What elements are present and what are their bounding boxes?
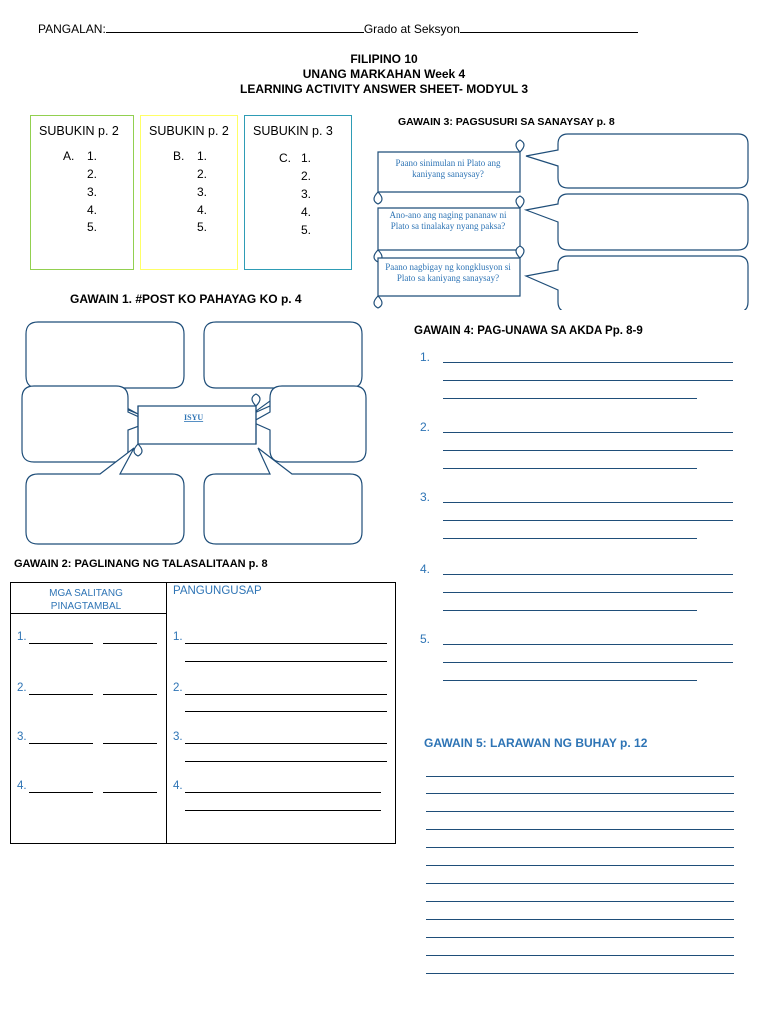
word-blank[interactable]	[29, 792, 93, 793]
subukin-title: SUBUKIN p. 2	[39, 124, 119, 138]
row-number: 4.	[173, 780, 183, 792]
row-number: 2.	[173, 682, 183, 694]
answer-line[interactable]	[426, 829, 734, 830]
word-blank[interactable]	[29, 694, 93, 695]
answer-number: 1.	[197, 149, 208, 163]
question-3: Paano nagbigay ng kongklusyon si Plato sa kaniyang sanaysay?	[385, 262, 511, 283]
gawain2-title: GAWAIN 2: PAGLINANG NG TALASALITAAN p. 8	[14, 558, 268, 570]
table-header-line	[11, 613, 166, 614]
grade-label: Grado at Seksyon	[363, 22, 460, 36]
answer-line[interactable]	[443, 644, 733, 645]
row-number: 4.	[17, 780, 27, 792]
row-number: 3.	[173, 731, 183, 743]
item-number: 1.	[420, 350, 431, 364]
word-blank[interactable]	[103, 694, 157, 695]
isyu-scroll	[134, 394, 260, 456]
answer-number: 3.	[301, 187, 312, 201]
answer-line[interactable]	[426, 776, 734, 777]
answer-line[interactable]	[443, 520, 733, 521]
answer-number: 1.	[87, 149, 98, 163]
sheet-title: LEARNING ACTIVITY ANSWER SHEET- MODYUL 3	[239, 82, 529, 96]
answer-number: 5.	[301, 223, 312, 237]
answer-line[interactable]	[426, 955, 734, 956]
sentence-blank[interactable]	[185, 694, 387, 695]
answer-line[interactable]	[426, 937, 734, 938]
gawain4-title: GAWAIN 4: PAG-UNAWA SA AKDA Pp. 8-9	[414, 325, 643, 337]
name-label: PANGALAN:	[38, 22, 106, 36]
name-field[interactable]	[106, 32, 364, 33]
quarter-title: UNANG MARKAHAN Week 4	[302, 67, 466, 81]
answer-line[interactable]	[443, 380, 733, 381]
answer-line[interactable]	[426, 811, 734, 812]
answer-number: 1.	[301, 151, 312, 165]
answer-line[interactable]	[443, 574, 733, 575]
answer-line[interactable]	[443, 662, 733, 663]
answer-line[interactable]	[443, 538, 697, 539]
answer-number: 5.	[197, 220, 208, 234]
sentence-blank[interactable]	[185, 761, 387, 762]
answer-number: 2.	[197, 167, 208, 181]
item-number: 3.	[420, 490, 431, 504]
answer-line[interactable]	[426, 883, 734, 884]
sentence-blank[interactable]	[185, 711, 387, 712]
answer-line[interactable]	[426, 973, 734, 974]
grade-field[interactable]	[460, 32, 638, 33]
sentence-blank[interactable]	[185, 643, 387, 644]
gawain1-title: GAWAIN 1. #POST KO PAHAYAG KO p. 4	[70, 292, 302, 306]
word-blank[interactable]	[103, 743, 157, 744]
col1-header: MGA SALITANG PINAGTAMBAL	[49, 588, 123, 612]
table-divider	[166, 583, 167, 843]
word-blank[interactable]	[103, 792, 157, 793]
callout-middle-right[interactable]	[252, 386, 366, 462]
subject-title: FILIPINO 10	[350, 52, 418, 66]
answer-bubble[interactable]	[526, 194, 748, 250]
isyu-label: ISYU	[184, 413, 204, 422]
word-blank[interactable]	[29, 643, 93, 644]
row-number: 2.	[17, 682, 27, 694]
subukin-box-c	[244, 115, 352, 270]
name-row	[38, 22, 638, 36]
answer-line[interactable]	[443, 680, 697, 681]
answer-line[interactable]	[426, 865, 734, 866]
sentence-blank[interactable]	[185, 810, 381, 811]
answer-bubble[interactable]	[526, 256, 748, 310]
subukin-letter: C.	[279, 151, 291, 165]
gawain5-title: GAWAIN 5: LARAWAN NG BUHAY p. 12	[424, 736, 648, 750]
answer-number: 4.	[197, 203, 208, 217]
row-number: 1.	[17, 631, 27, 643]
word-blank[interactable]	[103, 643, 157, 644]
answer-line[interactable]	[426, 793, 734, 794]
subukin-title: SUBUKIN p. 2	[149, 124, 229, 138]
item-number: 2.	[420, 420, 431, 434]
subukin-letter: A.	[63, 149, 75, 163]
answer-line[interactable]	[443, 502, 733, 503]
answer-number: 2.	[301, 169, 312, 183]
answer-number: 4.	[301, 205, 312, 219]
item-number: 4.	[420, 562, 431, 576]
question-2: Ano-ano ang naging pananaw ni Plato sa tinalakay nyang paksa?	[389, 210, 507, 231]
subukin-letter: B.	[173, 149, 185, 163]
answer-number: 3.	[87, 185, 98, 199]
answer-line[interactable]	[443, 362, 733, 363]
row-number: 1.	[173, 631, 183, 643]
subukin-title: SUBUKIN p. 3	[253, 124, 333, 138]
sentence-blank[interactable]	[185, 743, 387, 744]
gawain3-title: GAWAIN 3: PAGSUSURI SA SANAYSAY p. 8	[398, 116, 615, 128]
word-blank[interactable]	[29, 743, 93, 744]
answer-line[interactable]	[443, 610, 697, 611]
item-number: 5.	[420, 632, 431, 646]
answer-line[interactable]	[443, 468, 697, 469]
answer-line[interactable]	[443, 432, 733, 433]
sentence-blank[interactable]	[185, 792, 381, 793]
answer-line[interactable]	[443, 592, 733, 593]
answer-number: 4.	[87, 203, 98, 217]
gawain2-table	[10, 582, 396, 844]
answer-line[interactable]	[443, 450, 733, 451]
answer-number: 2.	[87, 167, 98, 181]
sentence-blank[interactable]	[185, 661, 387, 662]
answer-number: 5.	[87, 220, 98, 234]
gawain1-diagram	[20, 318, 370, 548]
answer-line[interactable]	[426, 901, 734, 902]
answer-number: 3.	[197, 185, 208, 199]
subukin-box-a	[30, 115, 134, 270]
answer-bubble[interactable]	[526, 134, 748, 188]
question-1: Paano sinimulan ni Plato ang kaniyang sanaysay?	[395, 158, 501, 179]
answer-line[interactable]	[426, 847, 734, 848]
answer-line[interactable]	[443, 398, 697, 399]
row-number: 3.	[17, 731, 27, 743]
col2-header: PANGUNGUSAP	[173, 585, 262, 597]
answer-line[interactable]	[426, 919, 734, 920]
subukin-box-b	[140, 115, 238, 270]
